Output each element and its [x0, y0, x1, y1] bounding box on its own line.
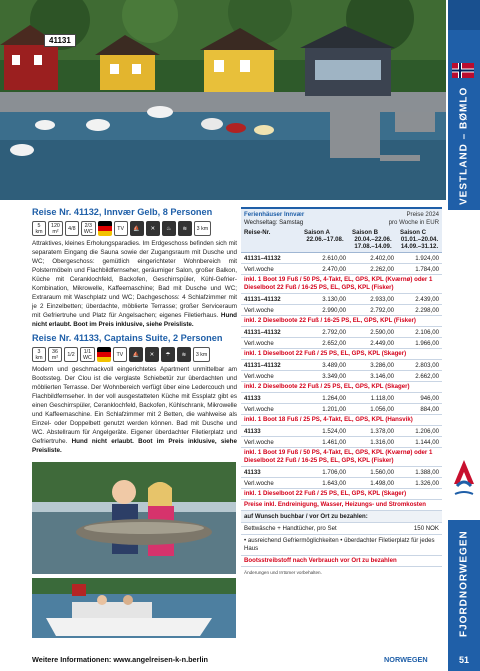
- bedrooms-icon: 4/8: [65, 221, 79, 236]
- table-cell-b: 2.792,00: [370, 306, 394, 314]
- table-cell-a: 1.524,00: [322, 427, 346, 435]
- table-cell-c: 2.803,00: [415, 361, 439, 369]
- tv-icon: TV: [113, 347, 127, 362]
- bathroom-icon: 1/1 WC: [80, 347, 95, 362]
- table-cell-nr: Verl.woche: [244, 479, 274, 487]
- boat-option-last: inkl. 1 Dieselboot 22 Fuß / 25 PS, EL, GPS, KPL (Skager): [241, 489, 442, 500]
- table-cell-c: 946,00: [420, 394, 439, 402]
- table-cell-a: 2.610,00: [322, 254, 346, 262]
- photo-caption-tag: 41131: [44, 34, 76, 47]
- col-header-season-b: Saison B 20.04.–22.06. 17.08.–14.09.: [352, 229, 392, 250]
- boat-photo: [32, 578, 236, 638]
- table-cell-nr: 41131–41132: [244, 254, 281, 262]
- no-dog-icon: ✕: [145, 347, 159, 362]
- area-icon: 36 m²: [48, 347, 62, 362]
- table-cell-nr: Verl.woche: [244, 438, 274, 446]
- col-header-season-a: Saison A 22.06.–17.08.: [304, 229, 344, 243]
- table-cell-nr: 41133: [244, 468, 261, 476]
- table-row: [241, 371, 442, 382]
- terrace-icon: ☂: [161, 347, 175, 362]
- extra-linen-label: Bettwäsche + Handtücher, pro Set: [244, 525, 337, 532]
- offer-2-feature-icons: [32, 347, 237, 362]
- table-cell-b: 1.118,00: [370, 394, 394, 402]
- table-cell-c: 1.144,00: [415, 438, 439, 446]
- table-cell-a: 3.489,00: [322, 361, 346, 369]
- fish-icon: ≋: [177, 347, 191, 362]
- table-row: [241, 426, 442, 437]
- area-icon: 120 m²: [48, 221, 63, 236]
- table-cell-nr: Verl.woche: [244, 372, 274, 380]
- offer-1-feature-icons: [32, 221, 237, 236]
- table-row: [241, 437, 442, 448]
- col-header-reise: Reise-Nr.: [244, 229, 271, 236]
- extra-linen-row: [241, 523, 442, 535]
- boat-option: inkl. 1 Boot 19 Fuß / 50 PS, 4-Takt, EL, GPS, KPL (Kværnø) oder 1 Dieselboot 22 Fuß / 16-25 PS, EL, GPS, KPL (Fisker): [241, 275, 442, 294]
- table-cell-nr: Verl.woche: [244, 339, 274, 347]
- offer-2-description: Modern und geschmackvoll eingerichtetes Apartment unmittelbar am Bootssteg. Der Clou ist die verglaste Schiebetür zur überdachten und möblierten Terrasse. Der Wohnbereich verfügt über eine Ledercouch und Flachbildfernseher. In der voll ausgestatteten Küche mit Essplatz gibt es einen Geschirrspüler, Ceranklochfeld, Backofen, Kühlschrank, Mikrowelle und Kaffeemaschine. Ein Schlafzimmer mit 2 Betten, die wahlweise als Einzel- oder Doppelbett genutzt werden können. Bad mit Dusche und WC. Abstellraum für Angelgeräte. Eigener überdachter Filetierplatz und Gefriertruhe. Hund nicht erlaubt. Boot im Preis inklusive, siehe Preisliste.: [32, 366, 237, 454]
- region-label: VESTLAND – BØMLO: [458, 86, 470, 206]
- table-cell-a: 3.130,00: [322, 295, 346, 303]
- tv-icon: TV: [114, 221, 128, 236]
- table-cell-c: 884,00: [420, 405, 439, 413]
- sidebar-logo-block: [448, 0, 480, 30]
- extras-title: auf Wunsch buchbar / vor Ort zu bezahlen:: [241, 511, 442, 523]
- boat-option: inkl. 1 Dieselboot 22 Fuß / 25 PS, EL, GPS, KPL (Skager): [241, 349, 442, 360]
- changeover-day: Wechseltag: Samstag: [244, 219, 304, 226]
- boat-option: inkl. 1 Boot 19 Fuß / 50 PS, 4-Takt, EL, GPS, KPL (Kværnø) oder 1 Dieselboot 22 Fuß / 16-25 PS, EL, GPS, KPL (Fisker): [241, 448, 442, 467]
- table-row: [241, 264, 442, 275]
- extras-note: • ausreichend Gefriermöglichkeiten • überdachter Filetierplatz für jedes Haus: [241, 535, 442, 556]
- table-cell-a: 2.792,00: [322, 328, 346, 336]
- distance-icon: 3 km: [32, 347, 46, 362]
- table-cell-c: 1.966,00: [415, 339, 439, 347]
- offer-1-title: Reise Nr. 41132, Innvær Gelb, 8 Personen: [32, 207, 213, 217]
- price-table: [241, 207, 442, 578]
- fish-icon: ≋: [178, 221, 192, 236]
- table-cell-a: 1.706,00: [322, 468, 346, 476]
- table-cell-c: 1.388,00: [415, 468, 439, 476]
- table-cell-b: 2.402,00: [370, 254, 394, 262]
- table-cell-b: 1.560,00: [370, 468, 394, 476]
- norway-flag-icon: [452, 63, 474, 78]
- extra-linen-price: 150 NOK: [413, 525, 439, 532]
- table-cell-nr: 41131–41132: [244, 361, 281, 369]
- table-cell-b: 2.262,00: [370, 265, 394, 273]
- more-info-link[interactable]: Weitere Informationen: www.angelreisen-k-n.berlin: [32, 655, 208, 664]
- table-cell-a: 1.264,00: [322, 394, 346, 402]
- offer-2-title: Reise Nr. 41133, Captains Suite, 2 Personen: [32, 333, 223, 343]
- table-title: Ferienhäuser Innvær: [244, 211, 305, 218]
- table-cell-c: 2.106,00: [415, 328, 439, 336]
- fuel-note: Bootsstreibstoff nach Verbrauch vor Ort zu bezahlen: [241, 556, 442, 567]
- table-cell-a: 3.349,00: [322, 372, 346, 380]
- table-cell-a: 2.470,00: [322, 265, 346, 273]
- shop-distance-icon: 3 km: [194, 221, 211, 236]
- table-cell-b: 1.498,00: [370, 479, 394, 487]
- sauna-icon: ♨: [162, 221, 176, 236]
- table-row: [241, 393, 442, 404]
- price-year: Preise 2024: [406, 211, 439, 218]
- table-cell-a: 1.643,00: [322, 479, 346, 487]
- table-cell-b: 3.146,00: [370, 372, 394, 380]
- table-cell-a: 1.201,00: [322, 405, 346, 413]
- sidebar: [448, 0, 480, 671]
- table-cell-nr: 41133: [244, 427, 261, 435]
- table-row: [241, 404, 442, 415]
- table-row: [241, 360, 442, 371]
- table-cell-b: 2.933,00: [370, 295, 394, 303]
- table-cell-nr: 41131–41132: [244, 328, 281, 336]
- boat-option: inkl. 2 Dieselboote 22 Fuß / 25 PS, EL, GPS, KPL (Skager): [241, 382, 442, 393]
- offer-1-description: Attraktives, kleines Erholungsparadies. Im Erdgeschoss befinden sich mit separatem Eingang die Sauna sowie der Zugangsraum mit Dusche und WC; Obergeschoss: gemütlich eingerichteter Wohnbereich mit Polstermöbeln und Flachbildfernseher, geräumiger Salon, großer Balkon, Küche mit Ceranklochfeld, Backofen, Geschirrspüler, Kühl-Gefrier-Kombination, Mikrowelle, Kaffeemaschine; Bad mit Dusche und WC; Extraraum mit Waschplatz und WC; Dachgeschoss: 4 Schlafzimmer mit je 2 Einzelbetten; überdachte, möblierte Terrasse; großer Serviceraum mit Gefriertruhe und Platz für Angelsachen; eigenes Filetierhaus. Hund nicht erlaubt. Boot im Preis inklusive, siehe Preisliste.: [32, 240, 238, 328]
- table-cell-nr: Verl.woche: [244, 265, 274, 273]
- german-tv-flag-icon: [98, 221, 112, 236]
- price-table-header: [241, 207, 442, 228]
- table-cell-b: 1.056,00: [370, 405, 394, 413]
- table-cell-nr: Verl.woche: [244, 306, 274, 314]
- table-row: [241, 253, 442, 264]
- table-cell-b: 2.590,00: [370, 328, 394, 336]
- country-region-label: FJORDNORWEGEN: [458, 530, 470, 638]
- boat-option: inkl. 2 Dieselboote 22 Fuß / 16-25 PS, EL, GPS, KPL (Fisker): [241, 316, 442, 327]
- distance-icon: 5 km: [32, 221, 46, 236]
- table-cell-nr: 41131–41132: [244, 295, 281, 303]
- table-row: [241, 294, 442, 305]
- table-cell-b: 2.449,00: [370, 339, 394, 347]
- table-row: [241, 327, 442, 338]
- table-row: [241, 305, 442, 316]
- table-cell-b: 3.286,00: [370, 361, 394, 369]
- no-dog-icon: ✕: [146, 221, 160, 236]
- boat-icon: ⛵: [129, 347, 143, 362]
- table-cell-nr: Verl.woche: [244, 405, 274, 413]
- boat-icon: ⛵: [130, 221, 144, 236]
- price-table-column-headers: [241, 228, 442, 253]
- table-cell-c: 2.662,00: [415, 372, 439, 380]
- price-table-body: [241, 253, 442, 489]
- table-row: [241, 478, 442, 489]
- bathroom-icon: 2/3 WC: [81, 221, 96, 236]
- table-cell-c: 1.326,00: [415, 479, 439, 487]
- bedrooms-icon: 1/2: [64, 347, 78, 362]
- table-cell-c: 1.784,00: [415, 265, 439, 273]
- table-cell-nr: 41133: [244, 394, 261, 402]
- page-number: 51: [448, 648, 480, 671]
- table-cell-c: 2.439,00: [415, 295, 439, 303]
- kids-with-fish-photo: [32, 462, 236, 574]
- boat-option: inkl. 1 Boot 18 Fuß / 25 PS, 4-Takt, EL, GPS, KPL (Hansvik): [241, 415, 442, 426]
- table-cell-a: 1.461,00: [322, 438, 346, 446]
- german-tv-flag-icon: [97, 347, 111, 362]
- price-inclusions: Preise inkl. Endreinigung, Wasser, Heizungs- und Stromkosten: [241, 500, 442, 511]
- table-row: [241, 338, 442, 349]
- table-row: [241, 467, 442, 478]
- table-cell-a: 2.990,00: [322, 306, 346, 314]
- table-cell-c: 1.924,00: [415, 254, 439, 262]
- offer-descriptions: [32, 206, 237, 455]
- footer-country: NORWEGEN: [384, 655, 428, 664]
- shop-distance-icon: 3 km: [193, 347, 210, 362]
- table-cell-c: 1.206,00: [415, 427, 439, 435]
- hero-photo: [0, 0, 446, 200]
- table-footnote: Änderungen und Irrtümer vorbehalten.: [244, 570, 322, 575]
- price-unit: pro Woche in EUR: [388, 219, 439, 226]
- kn-logo-icon: [451, 454, 477, 506]
- table-cell-b: 1.316,00: [370, 438, 394, 446]
- table-cell-a: 2.652,00: [322, 339, 346, 347]
- table-cell-b: 1.378,00: [370, 427, 394, 435]
- col-header-season-c: Saison C 01.01.–20.04. 14.09.–31.12.: [400, 229, 439, 250]
- table-cell-c: 2.298,00: [415, 306, 439, 314]
